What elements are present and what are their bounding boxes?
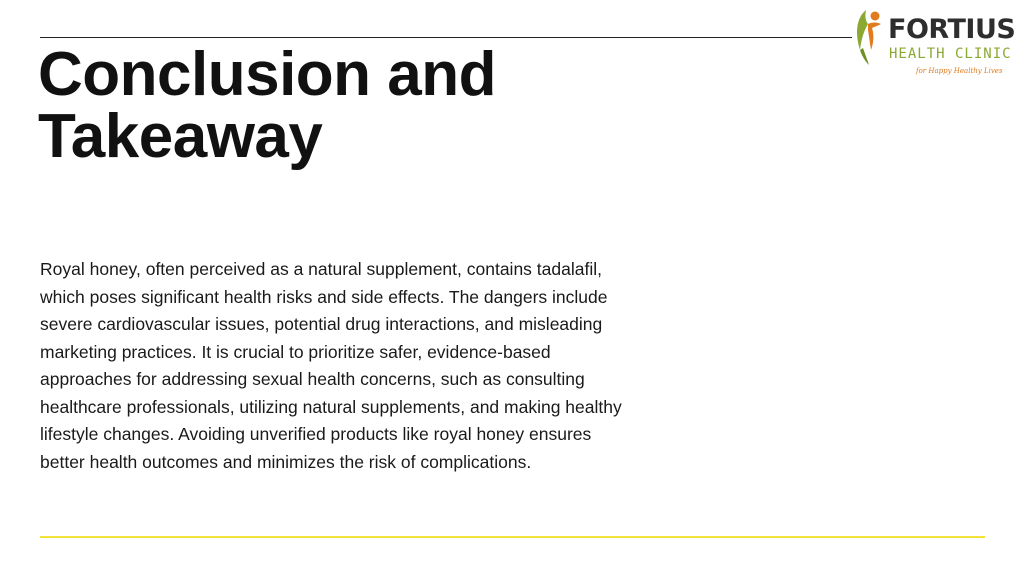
bottom-divider (40, 536, 985, 538)
figure-leaf-icon (852, 4, 884, 68)
slide-body-text: Royal honey, often perceived as a natural supplement, contains tadalafil, which poses significant health risks and side effects. The dangers include severe cardiovascular issues, potential drug interactions, and misleading marketing practices. It is crucial to prioritize safer, evidence-based approaches for addressing sexual health concerns, such as consulting healthcare professionals, utilizing natural supplements, and making healthy lifestyle changes. Avoiding unverified products like royal honey ensures better health outcomes and minimizes the risk of complications. (40, 259, 622, 472)
logo-name: FORTIUS (888, 14, 1016, 45)
clinic-logo (852, 4, 1022, 84)
logo-tagline: for Happy Healthy Lives (916, 67, 1003, 75)
logo-subtitle: HEALTH CLINIC (889, 46, 1012, 62)
slide-title-line-1: Conclusion and (38, 40, 496, 109)
top-divider (40, 37, 852, 38)
slide-title (38, 40, 658, 171)
slide-title-line-2: Takeaway (38, 102, 323, 171)
